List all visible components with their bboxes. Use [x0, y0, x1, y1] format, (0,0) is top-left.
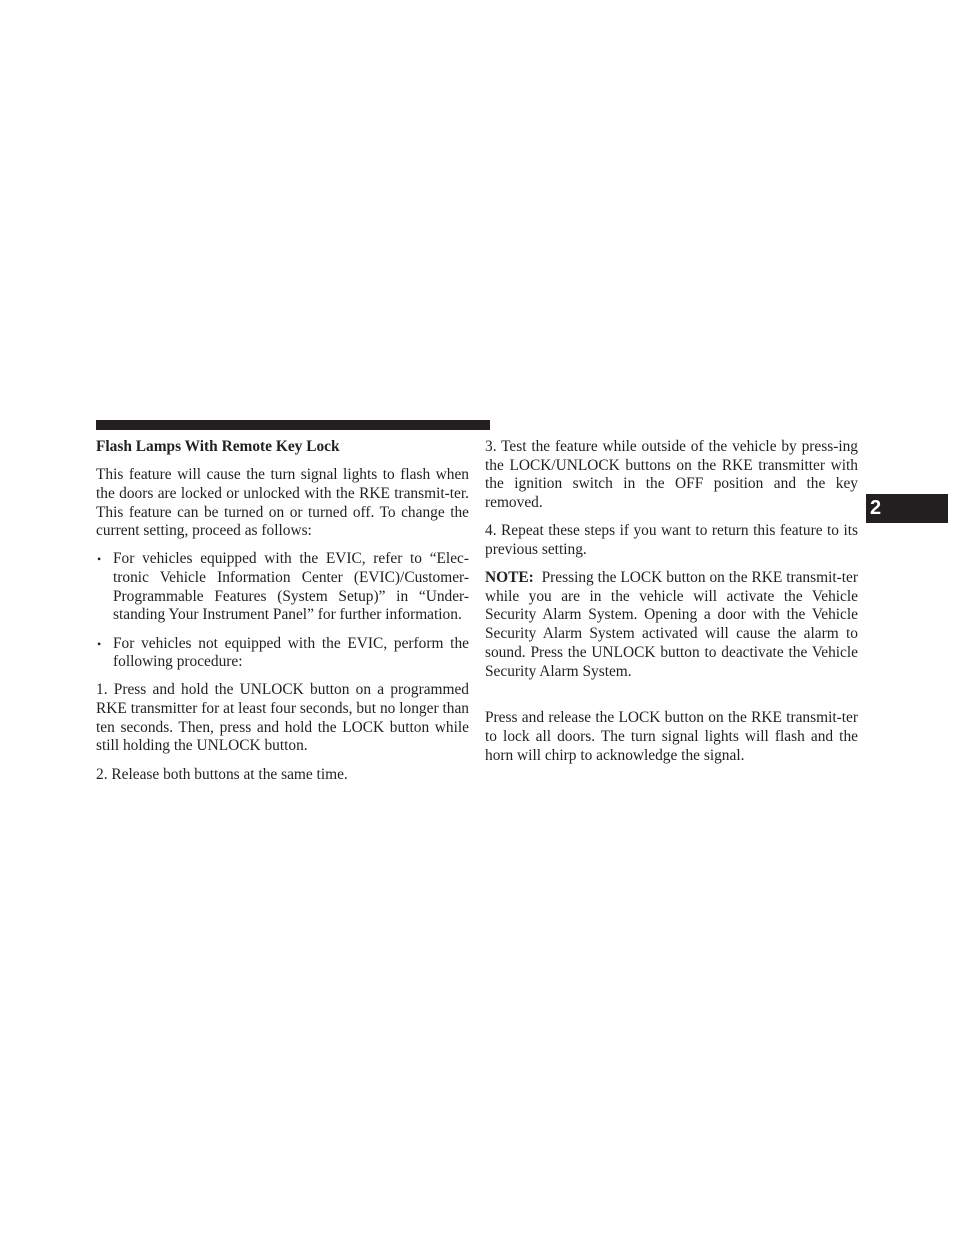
note-text: Pressing the LOCK button on the RKE transmit-ter while you are in the vehicle will activate the Vehicle Security Alarm System. Opening a door with the Vehicle Security Alarm System activated will cause the alarm to sound. Press the UNLOCK button to deactivate the Vehicle Security Alarm System.	[485, 569, 858, 680]
step-3: 3. Test the feature while outside of the vehicle by press-ing the LOCK/UNLOCK buttons on the RKE transmitter with the ignition switch in the OFF position and the key removed.	[485, 438, 858, 512]
bullet-item-evic	[96, 550, 469, 625]
bullet-text: For vehicles not equipped with the EVIC, perform the following procedure:	[113, 634, 469, 671]
step-4: 4. Repeat these steps if you want to return this feature to its previous setting.	[485, 522, 858, 558]
section-rule	[96, 420, 490, 430]
bullet-item-no-evic	[96, 635, 469, 672]
note-paragraph	[485, 569, 858, 681]
bullet-icon: •	[97, 636, 102, 651]
right-column	[485, 438, 858, 775]
chapter-tab: 2	[866, 494, 948, 523]
intro-paragraph: This feature will cause the turn signal lights to flash when the doors are locked or unlocked with the RKE transmit-ter. This feature can be turned on or turned off. To change the current setting, proceed as follows:	[96, 466, 469, 540]
section-heading: Flash Lamps With Remote Key Lock	[96, 438, 340, 455]
step-1: 1. Press and hold the UNLOCK button on a programmed RKE transmitter for at least four seconds, but no longer than ten seconds. Then, press and hold the LOCK button while still holding the UNLOCK button.	[96, 681, 469, 755]
spacer	[485, 691, 858, 710]
lock-paragraph: Press and release the LOCK button on the RKE transmit-ter to lock all doors. The turn signal lights will flash and the horn will chirp to acknowledge the signal.	[485, 709, 858, 764]
bullet-icon: •	[97, 552, 102, 567]
note-label: NOTE:	[485, 569, 534, 586]
step-2: 2. Release both buttons at the same time.	[96, 765, 348, 783]
left-column	[96, 438, 469, 794]
bullet-text: For vehicles equipped with the EVIC, refer to “Elec-tronic Vehicle Information Center (EVIC)/Customer-Programmable Features (System Setup)” in “Under-standing Your Instrument Panel” for further information.	[113, 550, 469, 624]
